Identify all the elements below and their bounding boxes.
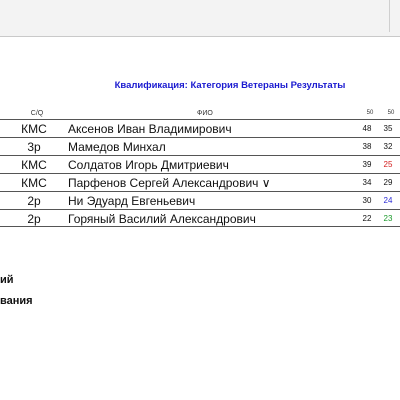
athlete-name-cell: Парфенов Сергей Александрович ∨	[68, 176, 271, 190]
page-edge-divider	[389, 0, 390, 32]
score-1-cell: 48	[362, 124, 372, 133]
score-1-cell: 30	[362, 196, 372, 205]
athlete-name-cell: Аксенов Иван Владимирович	[68, 122, 232, 136]
score-2-cell: 24	[383, 196, 393, 205]
score-2-cell: 29	[383, 178, 393, 187]
qualification-cell: КМС	[21, 158, 47, 172]
score-1-cell: 34	[362, 178, 372, 187]
column-header-score-1: 50	[366, 110, 374, 116]
qualification-cell: 2р	[27, 212, 41, 226]
score-2-cell: 23	[383, 214, 393, 223]
table-row	[0, 119, 400, 137]
qualification-cell: КМС	[21, 176, 47, 190]
score-2-cell: 32	[383, 142, 393, 151]
score-1-cell: 39	[362, 160, 372, 169]
qualification-cell: КМС	[21, 122, 47, 136]
athlete-name-cell: Мамедов Минхал	[68, 140, 166, 154]
score-2-cell: 35	[383, 124, 393, 133]
column-header-fio: ФИО	[197, 110, 213, 117]
athlete-name-cell: Солдатов Игорь Дмитриевич	[68, 158, 229, 172]
athlete-name-cell: Горяный Василий Александрович	[68, 212, 256, 226]
athlete-name-cell: Ни Эдуард Евгеньевич	[68, 194, 196, 208]
table-row	[0, 137, 400, 155]
cropped-text-fragment: вания	[0, 295, 33, 307]
results-table	[0, 119, 400, 227]
score-1-cell: 38	[362, 142, 372, 151]
column-header-cq: C/Q	[30, 110, 44, 117]
column-header-score-2: 50	[387, 110, 395, 116]
score-2-cell: 25	[383, 160, 393, 169]
results-title: Квалификация: Категория Ветераны Результаты	[114, 80, 346, 91]
cropped-text-fragment: ий	[0, 274, 14, 286]
table-row	[0, 209, 400, 227]
table-row	[0, 173, 400, 191]
top-band	[0, 0, 400, 37]
table-row	[0, 155, 400, 173]
qualification-cell: 3р	[27, 140, 41, 154]
qualification-cell: 2р	[27, 194, 41, 208]
score-1-cell: 22	[362, 214, 372, 223]
table-row	[0, 191, 400, 209]
